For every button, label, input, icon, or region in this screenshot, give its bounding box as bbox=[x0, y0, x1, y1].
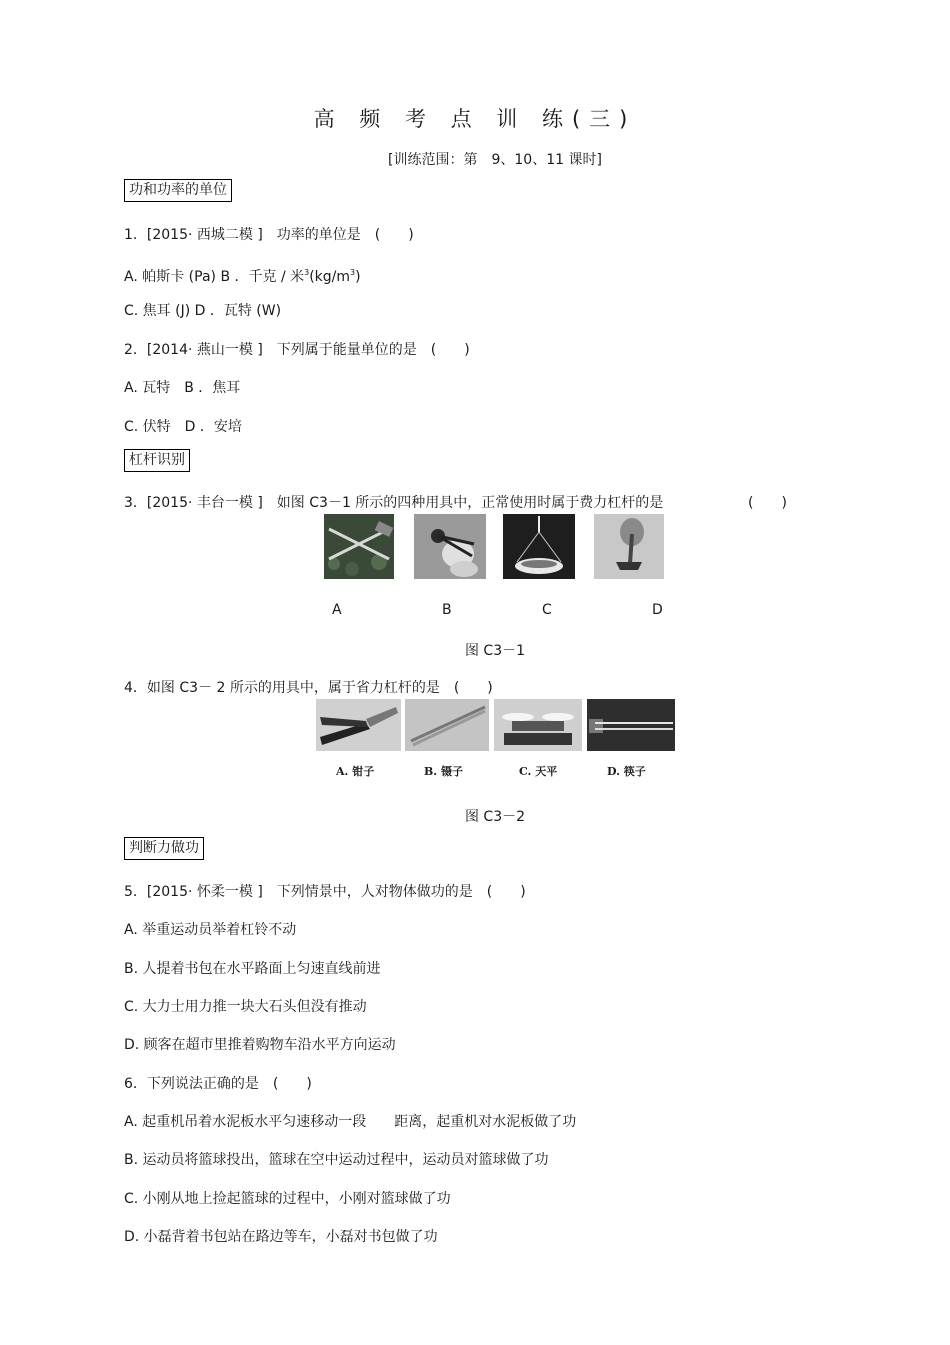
question-1-stem: 1．[2015· 西城二模 ] 功率的单位是 ( ) bbox=[124, 227, 414, 243]
figure-c3-2-caption: 图 C3－2 bbox=[464, 809, 526, 825]
figure-c3-2-label-tweezers: B. 镊子 bbox=[424, 765, 463, 778]
question-1-options-ab: A. 帕斯卡 (Pa) B ．千克 / 米$^3(kg/m^3)$ bbox=[124, 268, 361, 285]
question-1-options-cd: C. 焦耳 (J) D ．瓦特 (W) bbox=[124, 303, 282, 319]
figure-c3-2-label-pliers: A. 钳子 bbox=[336, 765, 375, 778]
photo-a-pruning-shears bbox=[324, 514, 394, 579]
photo-balance-scale bbox=[494, 699, 582, 751]
question-6-option-d: D. 小磊背着书包站在路边等车，小磊对书包做了功 bbox=[124, 1229, 438, 1245]
figure-c3-1-label-c: C bbox=[542, 602, 552, 618]
question-2-options-ab: A. 瓦特 B ．焦耳 bbox=[124, 380, 241, 396]
question-6-option-a: A. 起重机吊着水泥板水平匀速移动一段 距离，起重机对水泥板做了功 bbox=[124, 1114, 577, 1130]
question-6-option-b: B. 运动员将篮球投出，篮球在空中运动过程中，运动员对篮球做了功 bbox=[124, 1152, 549, 1168]
question-5-option-b: B. 人提着书包在水平路面上匀速直线前进 bbox=[124, 961, 381, 977]
section-header-work-power-units: 功和功率的单位 bbox=[124, 179, 232, 202]
question-5-option-c: C. 大力士用力推一块大石头但没有推动 bbox=[124, 999, 367, 1015]
page-title: 高 频 考 点 训 练(三) bbox=[313, 107, 637, 131]
question-5-option-d: D. 顾客在超市里推着购物车沿水平方向运动 bbox=[124, 1037, 396, 1053]
section-header-judging-work: 判断力做功 bbox=[124, 837, 204, 860]
training-scope: [训练范围：第 9、10、11 课时] bbox=[388, 152, 602, 168]
question-6-option-c: C. 小刚从地上捡起篮球的过程中，小刚对篮球做了功 bbox=[124, 1191, 451, 1207]
question-3-answer-paren: ( ) bbox=[748, 495, 787, 511]
question-5-stem: 5．[2015· 怀柔一模 ] 下列情景中，人对物体做功的是 ( ) bbox=[124, 884, 526, 900]
photo-d-claw-hammer bbox=[594, 514, 664, 579]
figure-c3-1-label-b: B bbox=[442, 602, 452, 618]
figure-c3-1-label-a: A bbox=[332, 602, 342, 618]
figure-c3-1-label-d: D bbox=[652, 602, 663, 618]
photo-pliers bbox=[316, 699, 401, 751]
figure-c3-1-caption: 图 C3－1 bbox=[464, 643, 526, 659]
photo-tweezers bbox=[405, 699, 489, 751]
question-4-stem: 4．如图 C3－ 2 所示的用具中，属于省力杠杆的是 ( ) bbox=[124, 680, 493, 696]
question-3-stem: 3．[2015· 丰台一模 ] 如图 C3－1 所示的四种用具中，正常使用时属于费力杠杆的是 bbox=[124, 495, 664, 511]
photo-chopsticks bbox=[587, 699, 675, 751]
question-5-option-a: A. 举重运动员举着杠铃不动 bbox=[124, 922, 297, 938]
figure-c3-2-label-balance: C. 天平 bbox=[519, 765, 558, 778]
question-2-options-cd: C. 伏特 D ．安培 bbox=[124, 419, 242, 435]
figure-c3-2-label-chopsticks: D. 筷子 bbox=[607, 765, 646, 778]
photo-b-nutcracker bbox=[414, 514, 486, 579]
question-2-stem: 2．[2014· 燕山一模 ] 下列属于能量单位的是 ( ) bbox=[124, 342, 470, 358]
photo-c-hanging-scale bbox=[503, 514, 575, 579]
section-header-lever-identification: 杠杆识别 bbox=[124, 449, 190, 472]
question-6-stem: 6．下列说法正确的是 ( ) bbox=[124, 1076, 312, 1092]
